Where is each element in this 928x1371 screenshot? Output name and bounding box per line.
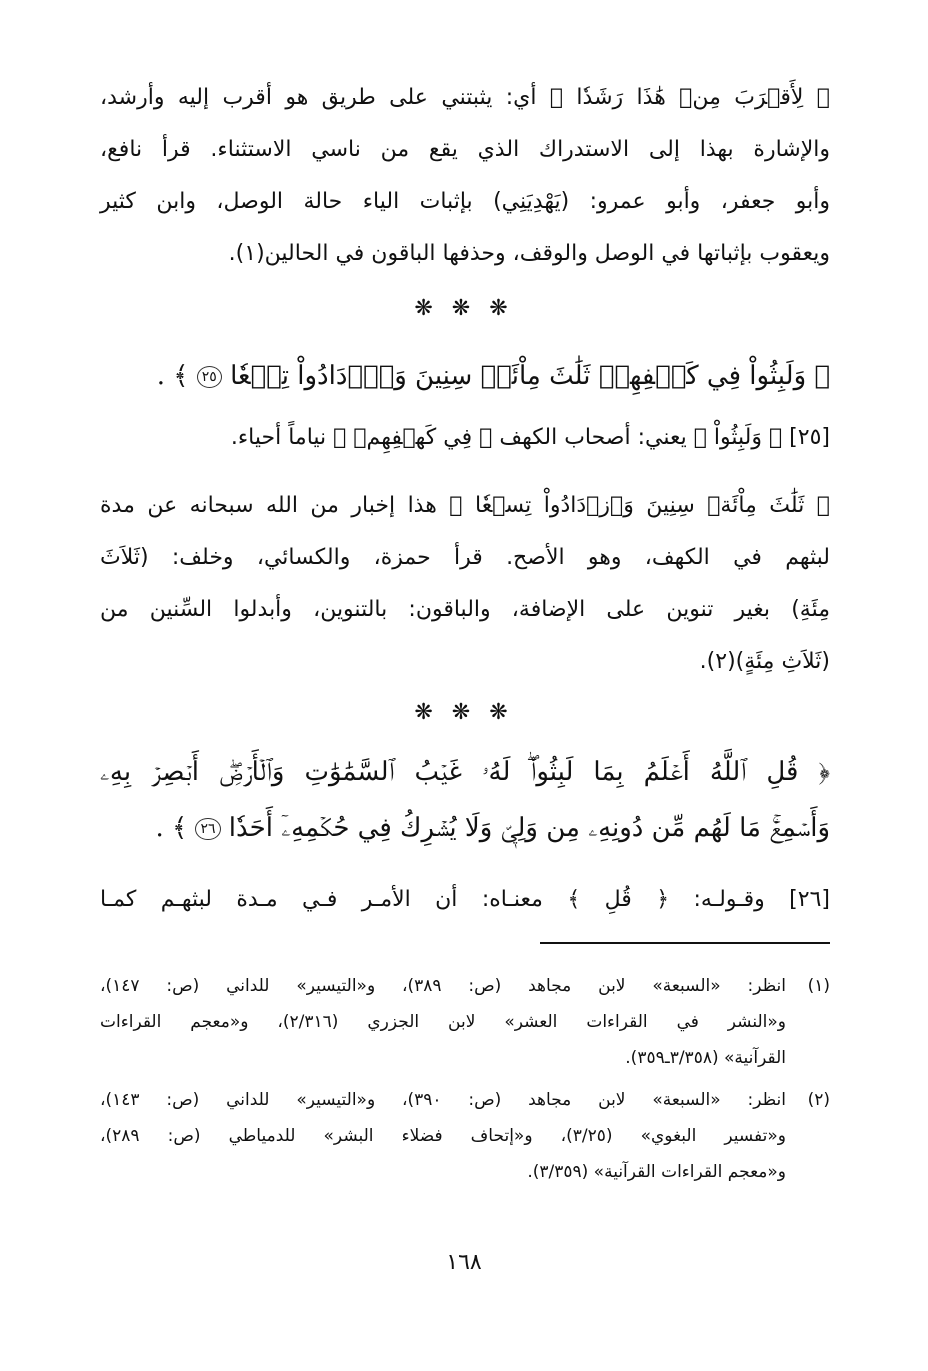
paragraph-1-line-3: وأبو جعفر، وأبو عمرو: (يَهْدِيَنِي) بإثبات الياء حالة الوصل، وابن كثير (100, 189, 830, 214)
footnote-1 (100, 968, 830, 1076)
verse-26-close: ﴾ . (155, 813, 188, 843)
section-separator-2: ❋ ❋ ❋ (414, 700, 514, 725)
commentary-25a-line-1: [٢٥] ﴿ وَلَبِثُواْ ﴾ يعني: أصحاب الكهف ﴿ فِي كَهۡفِهِمۡ ﴾ نياماً أحياء. (230, 425, 830, 450)
verse-number-marker: ٢٦ (195, 818, 220, 840)
commentary-25b (100, 480, 830, 688)
verse-26 (100, 744, 830, 856)
paragraph-1-line-1: ﴿ لِأَقۡرَبَ مِنۡ هَٰذَا رَشَدٗا ﴾ أي: يثبتني على طريق هو أقرب إليه وأرشد، (100, 85, 830, 110)
commentary-25b-line-4: (ثَلاَثِ مِئَةٍ)(٢). (699, 649, 830, 674)
footnote-divider (540, 942, 830, 944)
commentary-25a (100, 412, 830, 464)
commentary-25b-line-1: ﴿ ثَلَٰثَ مِاْئَةٖ سِنِينَ وَٱزۡدَادُواْ تِسۡعٗا ﴾ هذا إخبار من الله سبحانه عن مدة (100, 493, 830, 518)
footnote-2-line-3: و«معجم القراءات القرآنية» (٣/٣٥٩). (527, 1162, 786, 1182)
footnote-number: (٢) (807, 1090, 830, 1110)
verse-25 (100, 348, 830, 404)
footnotes (100, 968, 830, 1190)
page-number: ١٦٨ (446, 1250, 482, 1275)
verse-25-close: ﴾ . (156, 361, 189, 391)
verse-25-text: ﴿ وَلَبِثُواْ فِي كَهۡفِهِمۡ ثَلَٰثَ مِاْئَةٖ سِنِينَ وَٱزۡدَادُواْ تِسۡعٗا (230, 361, 830, 391)
footnote-1-line-3: القرآنية» (٣/٣٥٨ـ٣٥٩). (625, 1048, 786, 1068)
verse-25-line (100, 348, 830, 404)
paragraph-1-line-4: ويعقوب بإثباتها في الوصل والوقف، وحذفها الباقون في الحالين(١). (228, 241, 830, 266)
footnote-2 (100, 1082, 830, 1190)
footnote-1-line-1: انظر: «السبعة» لابن مجاهد (ص: ٣٨٩)، و«التيسير» للداني (ص: ١٤٧)، (100, 976, 786, 996)
footnote-2-line-1: انظر: «السبعة» لابن مجاهد (ص: ٣٩٠)، و«التيسير» للداني (ص: ١٤٣)، (100, 1090, 786, 1110)
footnote-1-line-2: و«النشر في القراءات العشر» لابن الجزري (٢/٣١٦)، و«معجم القراءات (100, 1012, 786, 1032)
paragraph-1 (100, 72, 830, 280)
commentary-26 (100, 874, 830, 926)
footnote-number: (١) (807, 976, 830, 996)
verse-26-line-2-text: وَأَسۡمِعۡۚ مَا لَهُم مِّن دُونِهِۦ مِن وَلِيّٖ وَلَا يُشۡرِكُ فِي حُكۡمِهِۦٓ أَحَدٗا (228, 813, 830, 843)
commentary-25b-line-3: مِئَةِ) بغير تنوين على الإضافة، والباقون: بالتنوين، وأبدلوا السِّنين من (100, 597, 830, 622)
section-separator-1: ❋ ❋ ❋ (414, 296, 514, 321)
footnote-2-line-2: و«تفسير البغوي» (٣/٢٥)، و«إتحاف فضلاء البشر» للدمياطي (ص: ٢٨٩)، (100, 1126, 786, 1146)
commentary-25b-line-2: لبثهم في الكهف، وهو الأصح. قرأ حمزة، والكسائي، وخلف: (ثَلاَثَ (100, 545, 830, 570)
paragraph-1-line-2: والإشارة بهذا إلى الاستدراك الذي يقع من ناسي الاستثناء. قرأ نافع، (100, 137, 830, 162)
verse-number-marker: ٢٥ (197, 366, 222, 388)
verse-26-line-1: ﴿ قُلِ ٱللَّهُ أَعۡلَمُ بِمَا لَبِثُواْۖ لَهُۥ غَيۡبُ ٱلسَّمَٰوَٰتِ وَٱلۡأَرۡضِۖ أَبۡصِرۡ بِهِۦ (100, 757, 830, 787)
commentary-26-line: [٢٦] وقـولـه: ﴿ قُلِ ﴾ معنـاه: أن الأمـر فـي مـدة لبثهـم كمـا (100, 887, 830, 912)
verse-26-line-2 (100, 800, 830, 856)
